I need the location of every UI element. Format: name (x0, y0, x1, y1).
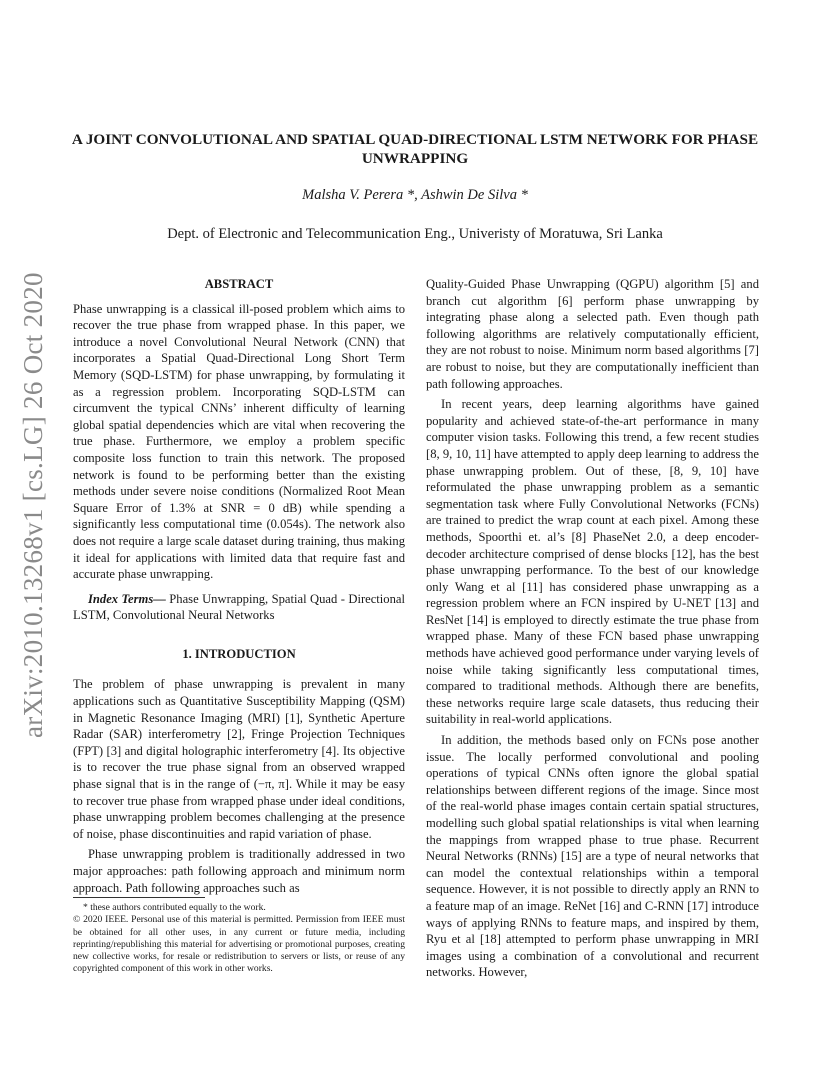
right-column (426, 276, 759, 981)
intro-paragraph-1: The problem of phase unwrapping is prevalent in many applications such as Quantitative Susceptibility Mapping (QSM) in Magnetic Resonance Imaging (MRI) [1], Synthetic Aperture Radar (SAR) interferometry [2], Fringe Projection Techniques (FPT) [3] and digital holographic interferometry [4]. Its objective is to recover the true phase signal from an observed wrapped phase signal that is in the range of (−π, π]. While it may be easy to recover true phase from wrapped phase under ideal conditions, phase unwrapping problem becomes challenging at the presence of noise, phase discontinuities and rapid variation of phase. (73, 677, 405, 841)
body-paragraph-2: In recent years, deep learning algorithms have gained popularity and achieved state-of-the-art performance in many computer vision tasks. Following this trend, a few recent studies [8, 9, 10, 11] have attempted to apply deep learning to address the phase unwrapping problem. Out of these, [8, 9, 10] have reformulated the phase unwrapping problem as a semantic segmentation task where Fully Convolutional Networks (FCNs) are trained to predict the wrap count at each pixel. Among these methods, Spoorthi et. al’s [8] PhaseNet 2.0, a deep encoder-decoder architecture comprised of dense blocks [12], has the best phase unwrapping performance. To the best of our knowledge only Wang et al [11] has considered phase unwrapping as a regression problem where an FCN inspired by U-NET [13] and ResNet [14] is employed to directly estimate the true phase from wrapped phase. Many of these FCN based phase unwrapping methods have achieved good performance under varying levels of noise while taking significantly less computational times, compared to traditional methods. Although there are benefits, these networks require large scale datasets, thus reducing their suitability in real-world applications. (426, 397, 759, 727)
section-heading-introduction: 1. INTRODUCTION (182, 646, 296, 661)
index-terms-text: Phase Unwrapping, Spatial Quad - Directional LSTM, Convolutional Neural Networks (73, 591, 405, 623)
index-terms-label: Index Terms— (88, 591, 166, 606)
footnote-rule (73, 897, 205, 898)
abstract-heading: ABSTRACT (204, 277, 274, 291)
arxiv-identifier-text: arXiv:2010.13268v1 [cs.LG] 26 Oct 2020 (18, 272, 48, 738)
intro-paragraph-2: Phase unwrapping problem is traditionally addressed in two major approaches: path following approach and minimum norm approach. Path following approaches such as (73, 847, 405, 895)
left-column (73, 276, 405, 896)
arxiv-identifier-stamp (14, 258, 56, 738)
footnotes (73, 897, 405, 976)
paper-title: A JOINT CONVOLUTIONAL AND SPATIAL QUAD-DIRECTIONAL LSTM NETWORK FOR PHASE UNWRAPPING (71, 131, 759, 167)
author-affiliation: Dept. of Electronic and Telecommunication Eng., Univeristy of Moratuwa, Sri Lanka (167, 226, 663, 242)
body-paragraph-3: In addition, the methods based only on FCNs pose another issue. The locally performed convolutional and pooling operations of typical CNNs often ignore the global spatial relationships between different regions of the image. Since most of the real-world phase images contain certain spatial structures, modelling such global spatial relationships is vital when learning the mappings from wrapped phase to true phase. Recurrent Neural Networks (RNNs) [15] are a type of neural networks that can model the contextual relationships within a temporal sequence. However, it is not possible to directly apply an RNN to a feature map of an image. ReNet [16] and C-RNN [17] introduce ways of applying RNNs to feature maps, and inspired by them, Ryu et al [18] attempted to perform phase unwrapping in MRI images using a combination of a convolutional and recurrent networks. However, (426, 733, 759, 980)
footnote-copyright: © 2020 IEEE. Personal use of this material is permitted. Permission from IEEE must be obtained for all other uses, in any current or future media, including reprinting/republishing this material for advertising or promotional purposes, creating new collective works, for resale or redistribution to servers or lists, or reuse of any copyrighted component of this work in other works. (73, 914, 405, 975)
index-terms (73, 591, 405, 624)
paper-authors: Malsha V. Perera *, Ashwin De Silva * (302, 187, 528, 203)
abstract-text: Phase unwrapping is a classical ill-posed problem which aims to recover the true phase from wrapped phase. In this paper, we introduce a novel Convolutional Neural Network (CNN) that incorporates a Spatial Quad-Directional Long Short Term Memory (SQD-LSTM) for phase unwrapping, by formulating it as a regression problem. Incorporating SQD-LSTM can circumvent the typical CNNs’ inherent difficulty of learning global spatial dependencies which are vital when recovering the true phase. Furthermore, we employ a problem specific composite loss function to train this network. The proposed network is found to be performing better than the existing methods under severe noise conditions (Normalized Root Mean Square Error of 1.3% at SNR = 0 dB) while spending a significantly less computational time (0.054s). The network also does not require a large scale dataset during training, thus making it ideal for applications with limited data that require fast and accurate phase unwrapping. (73, 301, 405, 582)
footnote-equal-contribution: * these authors contributed equally to the work. (83, 902, 266, 913)
body-paragraph-1: Quality-Guided Phase Unwrapping (QGPU) algorithm [5] and branch cut algorithm [6] perform phase unwrapping by integrating phase along a selected path. Even though path following algorithms are relatively computationally efficient, they are not robust to noise. Minimum norm based algorithms [7] are robust to noise, but they are computationally inefficient than path following approaches. (426, 277, 759, 391)
